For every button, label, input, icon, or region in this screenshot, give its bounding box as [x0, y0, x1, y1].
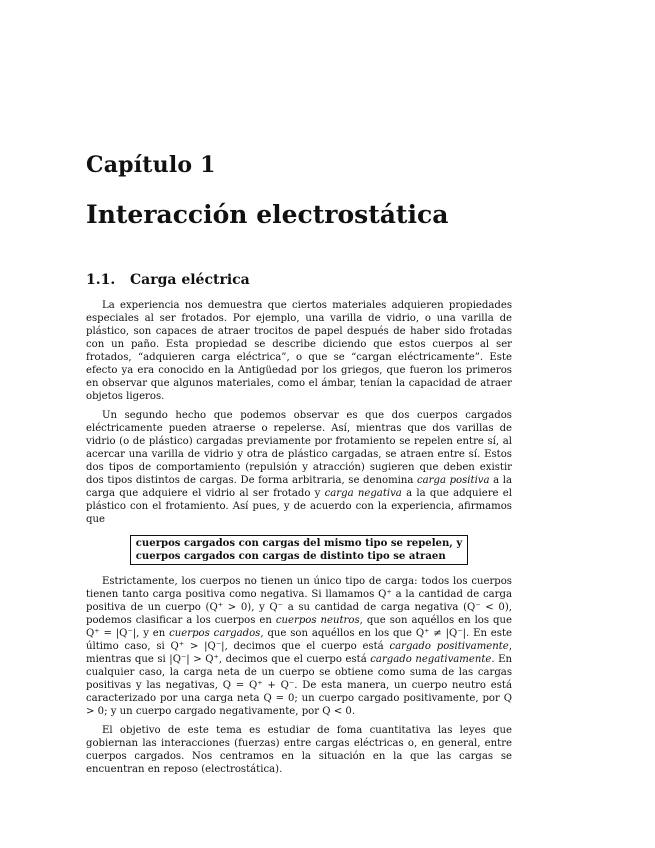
chapter-title: Interacción electrostática	[86, 200, 449, 229]
paragraph-2-text-b: a la carga que adquiere el vidrio al ser frotado y	[86, 475, 512, 499]
paragraph-3-text-b: , que son aquéllos en los que Q⁺ = |Q⁻|, y en	[86, 615, 512, 639]
paragraph-4: El objetivo de este tema es estudiar de foma cuantitativa las leyes que gobiernan las interacciones (fuerzas) entre cargas eléctricas o, en general, entre cuerpos cargados. Nos centramos en la situación en la que las cargas se encuentran en reposo (electrostática).	[86, 725, 512, 775]
term-cargado-negativamente: cargado negativamente	[370, 654, 492, 665]
section-number: 1.1.	[86, 272, 116, 288]
term-carga-positiva: carga positiva	[417, 475, 490, 486]
boxed-statement	[130, 535, 468, 565]
section-title: Carga eléctrica	[130, 272, 250, 288]
paragraph-3	[86, 575, 512, 718]
boxed-statement-wrap	[86, 535, 512, 565]
paragraph-2-text-a: Un segundo hecho que podemos observar es que dos cuerpos cargados eléctricamente pueden atraerse o repelerse. Así, mientras que dos varillas de vidrio (o de plástico) cargadas previamente por frotamiento se repelen entre sí, al acercar una varilla de vidrio y otra de plástico cargadas, se atraen entre sí. Estos dos tipos de comportamiento (repulsión y atracción) sugieren que deben existir dos tipos distintos de cargas. De forma arbitraria, se denomina	[86, 410, 512, 486]
section-heading	[86, 272, 250, 288]
boxed-line-2: cuerpos cargados con cargas de distinto tipo se atraen	[135, 551, 446, 562]
paragraph-2-text-c: a la que adquiere el plástico con el frotamiento. Así pues, y de acuerdo con la experiencia, afirmamos que	[86, 488, 512, 525]
body-text	[86, 299, 512, 782]
term-carga-negativa: carga negativa	[324, 488, 402, 499]
chapter-label: Capítulo 1	[86, 152, 216, 178]
paragraph-3-text-e: . En cualquier caso, la carga neta de un cuerpo se obtiene como suma de las cargas positivas y las negativas, Q = Q⁺ + Q⁻. De esta manera, un cuerpo neutro está caracterizado por una carga neta Q = 0; un cuerpo cargado positivamente, por Q > 0; y un cuerpo cargado negativamente, por Q < 0.	[86, 654, 512, 717]
paragraph-3-text-c: , que son aquéllos en los que Q⁺ ≠ |Q⁻|. En este último caso, si Q⁺ > |Q⁻|, decimos que el cuerpo está	[86, 628, 512, 652]
paragraph-3-text-a: Estrictamente, los cuerpos no tienen un único tipo de carga: todos los cuerpos tienen tanto carga positiva como negativa. Si llamamos Q⁺ a la cantidad de carga positiva de un cuerpo (Q⁺ > 0), y Q⁻ a su cantidad de carga negativa (Q⁻ < 0), podemos clasificar a los cuerpos en	[86, 576, 512, 626]
paragraph-1: La experiencia nos demuestra que ciertos materiales adquieren propiedades especiales al ser frotados. Por ejemplo, una varilla de vidrio, o una varilla de plástico, son capaces de atraer trocitos de papel después de haber sido frotadas con un paño. Esta propiedad se describe diciendo que estos cuerpos al ser frotados, “adquieren carga eléctrica”, o que se “cargan eléctricamente”. Este efecto ya era conocido en la Antigüedad por los griegos, que fueron los primeros en observar que algunos materiales, como el ámbar, tenían la capacidad de atraer objetos ligeros.	[86, 300, 512, 402]
term-cuerpos-neutros: cuerpos neutros	[275, 615, 360, 626]
paragraph-3-text-d: , mientras que si |Q⁻| > Q⁺, decimos que el cuerpo está	[86, 641, 512, 665]
term-cuerpos-cargados: cuerpos cargados	[169, 628, 261, 639]
paragraph-2	[86, 409, 512, 526]
term-cargado-positivamente: cargado positivamente	[389, 641, 509, 652]
boxed-line-1: cuerpos cargados con cargas del mismo tipo se repelen, y	[135, 538, 463, 549]
